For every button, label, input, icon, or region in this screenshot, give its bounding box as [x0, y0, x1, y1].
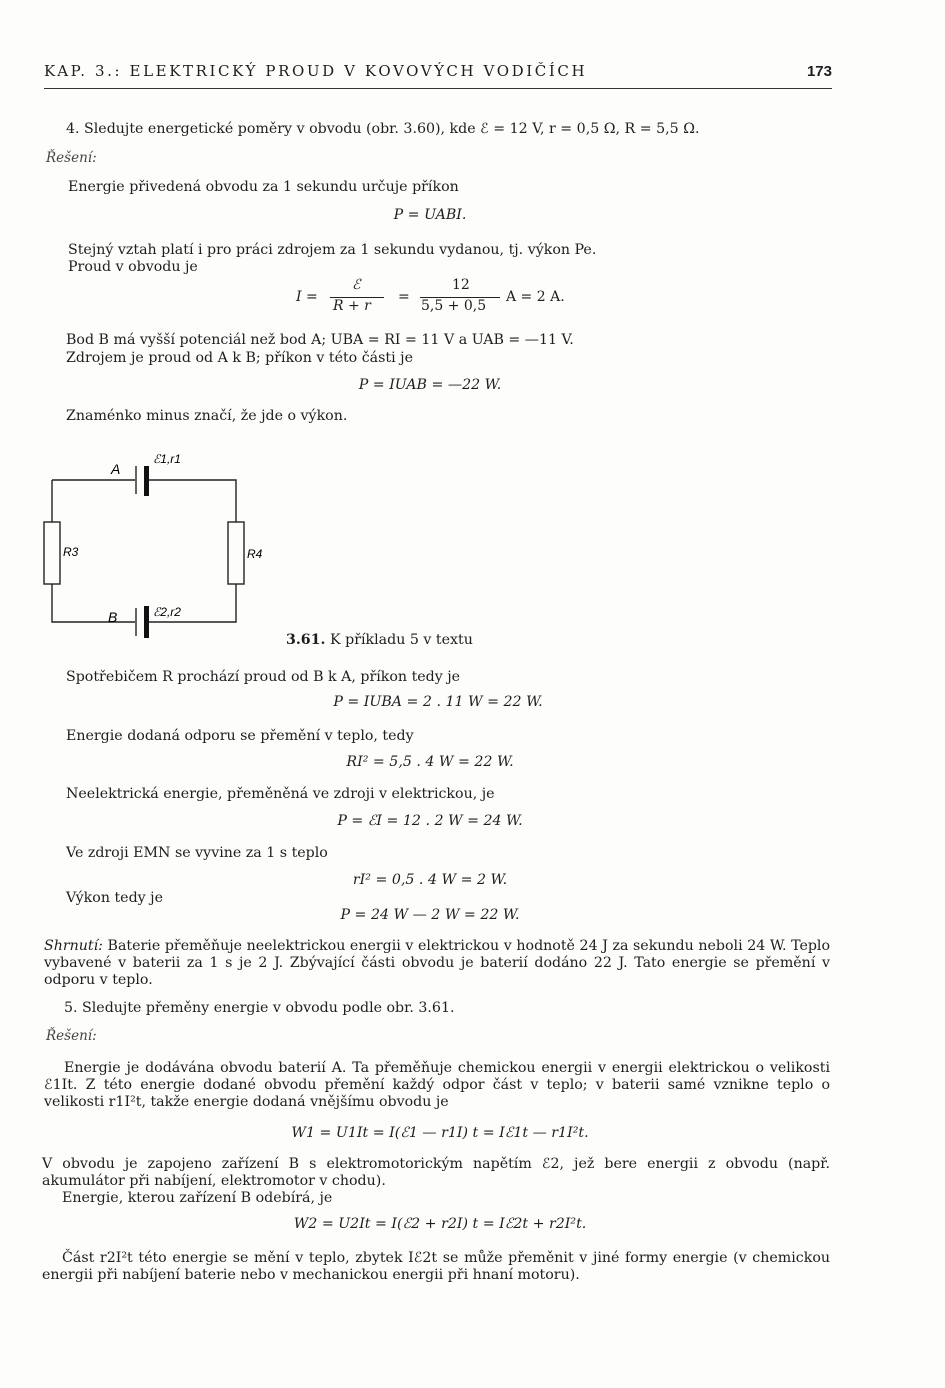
- summary-paragraph: [44, 938, 830, 989]
- problem5-equation-2: W2 = U2It = I(ℰ2 + r2I) t = Iℰ2t + r2I²t.: [293, 1216, 587, 1232]
- problem4-statement: 4. Sledujte energetické poměry v obvodu (obr. 3.60), kde ℰ = 12 V, r = 0,5 Ω, R = 5,5 Ω.: [66, 121, 700, 137]
- battery1-negative-plate: [144, 466, 149, 496]
- chapter-title: KAP. 3.: ELEKTRICKÝ PROUD V KOVOVÝCH VODIČÍCH: [44, 62, 588, 80]
- cont-paragraph-1: Spotřebičem R prochází proud od B k A, příkon tedy je: [66, 669, 461, 685]
- problem5-paragraph-4: Část r2I²t této energie se mění v teplo, zbytek Iℰ2t se může přeměnit v jiné formy energie (v chemickou energii při nabíjení baterie nebo v mechanickou energii při hnaní motoru).: [42, 1250, 830, 1283]
- problem4-equation-1: P = UABI.: [393, 207, 467, 223]
- problem4-equation-3: P = IUAB = —22 W.: [358, 377, 502, 393]
- cont-paragraph-5: Výkon tedy je: [66, 890, 163, 906]
- problem5-paragraph-2: V obvodu je zapojeno zařízení B s elektromotorickým napětím ℰ2, jež bere energii z obvodu (např. akumulátor při nabíjení, elektromotor v chodu).: [42, 1156, 830, 1189]
- figure-caption: [286, 632, 473, 648]
- problem5-equation-1: W1 = U1It = I(ℰ1 — r1I) t = Iℰ1t — r1I²t.: [291, 1125, 589, 1141]
- resistor-r4: [228, 522, 244, 584]
- problem4-paragraph-4: Bod B má vyšší potenciál než bod A; UBA = RI = 11 V a UAB = —11 V.: [66, 332, 574, 348]
- eq2-numerator-2: 12: [452, 277, 470, 293]
- cont-equation-2: RI² = 5,5 . 4 W = 22 W.: [346, 754, 514, 770]
- problem5-paragraph-1: Energie je dodávána obvodu baterií A. Ta přeměňuje chemickou energii v energii elektrickou o velikosti ℰ1It. Z této energie dodané obvodu přemění každý odpor část v teplo; v baterii samé vznikne teplo o velikosti r1I²t, takže energie dodaná vnějšímu obvodu je: [44, 1060, 830, 1110]
- problem4-solution-label: Řešení:: [46, 150, 97, 166]
- eq2-denominator-1: R + r: [333, 298, 371, 314]
- figure-caption-text: K příkladu 5 v textu: [330, 632, 473, 648]
- problem4-paragraph-3: Proud v obvodu je: [68, 259, 198, 275]
- top-wire-right: [148, 480, 236, 522]
- problem4-paragraph-2: Stejný vztah platí i pro práci zdrojem za 1 sekundu vydanou, tj. výkon Pe.: [68, 242, 597, 258]
- cont-equation-5: P = 24 W — 2 W = 22 W.: [340, 907, 520, 923]
- cont-equation-3: P = ℰI = 12 . 2 W = 24 W.: [337, 813, 523, 829]
- problem4-paragraph-5: Zdrojem je proud od A k B; příkon v této části je: [66, 350, 413, 366]
- label-b: B: [108, 609, 118, 625]
- eq2-numerator-1: ℰ: [352, 277, 361, 293]
- problem4-paragraph-1: Energie přivedená obvodu za 1 sekundu určuje příkon: [68, 179, 459, 195]
- problem4-paragraph-6: Znaménko minus značí, že jde o výkon.: [66, 408, 348, 424]
- page-number: 173: [806, 63, 832, 80]
- label-e1: ℰ1,r1: [153, 452, 181, 466]
- problem5-paragraph-3: Energie, kterou zařízení B odebírá, je: [62, 1190, 333, 1206]
- label-r3: R3: [63, 545, 79, 559]
- problem5-solution-label: Řešení:: [46, 1028, 97, 1044]
- cont-paragraph-3: Neelektrická energie, přeměněná ve zdroji v elektrickou, je: [66, 786, 495, 802]
- cont-paragraph-4: Ve zdroji EMN se vyvine za 1 s teplo: [66, 845, 328, 861]
- label-r4: R4: [247, 547, 263, 561]
- summary-label: Shrnutí:: [44, 938, 103, 954]
- circuit-diagram: [38, 448, 263, 668]
- eq2-rhs: A = 2 A.: [506, 289, 565, 305]
- cont-equation-4: rI² = 0,5 . 4 W = 2 W.: [352, 872, 508, 888]
- resistor-r3: [44, 522, 60, 584]
- cont-equation-1: P = IUBA = 2 . 11 W = 22 W.: [333, 694, 543, 710]
- battery2-negative-plate: [144, 606, 149, 638]
- page-header: [44, 62, 832, 89]
- label-a: A: [111, 461, 121, 477]
- label-e2: ℰ2,r2: [153, 605, 181, 619]
- summary-text: Baterie přeměňuje neelektrickou energii v elektrickou v hodnotě 24 J za sekundu neboli 24 W. Teplo vybavené v baterii za 1 s je 2 J. Zbývající části obvodu je baterií dodáno 22 J. Tato energie se přemění v odporu v teplo.: [44, 938, 830, 988]
- cont-paragraph-2: Energie dodaná odporu se přemění v teplo, tedy: [66, 728, 414, 744]
- bottom-wire-left: [52, 584, 135, 622]
- figure-caption-number: 3.61.: [286, 632, 326, 648]
- eq2-equals: =: [398, 289, 410, 305]
- eq2-denominator-2: 5,5 + 0,5: [421, 298, 487, 314]
- problem5-statement: 5. Sledujte přeměny energie v obvodu podle obr. 3.61.: [64, 1000, 455, 1016]
- eq2-lhs: I =: [296, 289, 318, 305]
